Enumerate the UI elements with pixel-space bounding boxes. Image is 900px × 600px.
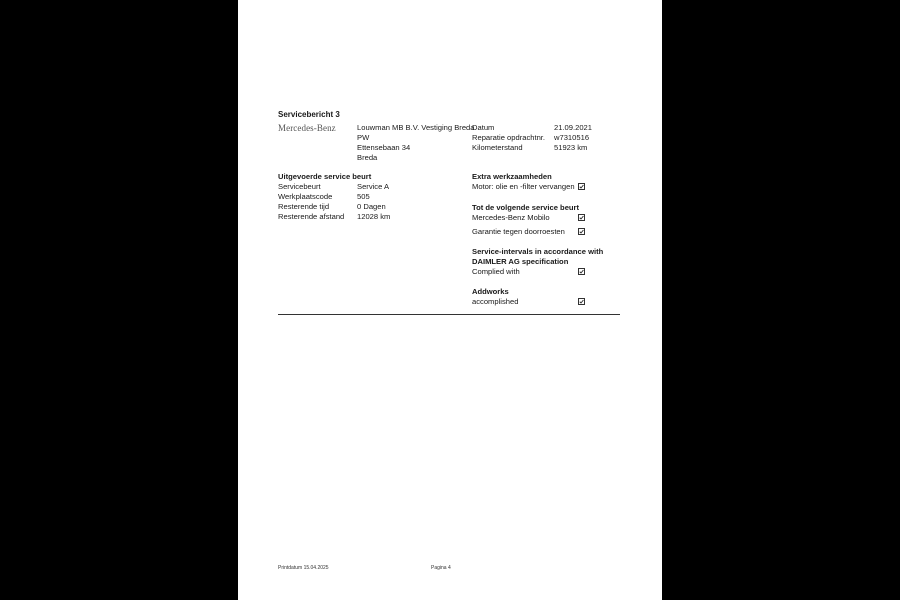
service-label: Servicebeurt bbox=[278, 182, 321, 191]
dealer-city: Breda bbox=[357, 153, 378, 162]
section-divider bbox=[278, 314, 620, 315]
footer-page-number: Pagina 4 bbox=[431, 565, 451, 571]
remaining-time-label: Resterende tijd bbox=[278, 202, 330, 211]
workshop-code-value: 505 bbox=[357, 192, 370, 201]
footer-print-date: Printdatum 15.04.2025 bbox=[278, 565, 329, 571]
service-value: Service A bbox=[357, 182, 390, 191]
remaining-distance-value: 12028 km bbox=[357, 212, 391, 221]
extra-work-heading: Extra werkzaamheden bbox=[472, 172, 552, 181]
extra-work-checkbox bbox=[578, 183, 585, 190]
addworks-item: accomplished bbox=[472, 297, 519, 306]
brand-logo-text: Mercedes-Benz bbox=[278, 123, 336, 133]
addworks-heading: Addworks bbox=[472, 287, 509, 296]
next-service-item-mobilo: Mercedes-Benz Mobilo bbox=[472, 213, 550, 222]
addworks-checkbox bbox=[578, 298, 585, 305]
extra-work-item: Motor: olie en -filter vervangen bbox=[472, 182, 575, 191]
info-label-date: Datum bbox=[472, 123, 495, 132]
intervals-item: Complied with bbox=[472, 267, 520, 276]
remaining-time-value: 0 Dagen bbox=[357, 202, 386, 211]
info-label-mileage: Kilometerstand bbox=[472, 143, 523, 152]
dealer-line: PW bbox=[357, 133, 370, 142]
intervals-heading-line2: DAIMLER AG specification bbox=[472, 257, 569, 266]
next-service-heading: Tot de volgende service beurt bbox=[472, 203, 580, 212]
info-value-mileage: 51923 km bbox=[554, 143, 588, 152]
check-icon bbox=[579, 269, 584, 274]
document-title: Servicebericht 3 bbox=[278, 110, 340, 119]
service-heading: Uitgevoerde service beurt bbox=[278, 172, 372, 181]
next-service-item-rust: Garantie tegen doorroesten bbox=[472, 227, 565, 236]
check-icon bbox=[579, 184, 584, 189]
rust-warranty-checkbox bbox=[578, 228, 585, 235]
info-value-order: w7310516 bbox=[554, 133, 590, 142]
workshop-code-label: Werkplaatscode bbox=[278, 192, 333, 201]
dealer-name: Louwman MB B.V. Vestiging Breda bbox=[357, 123, 475, 132]
check-icon bbox=[579, 299, 584, 304]
document-page bbox=[238, 0, 662, 600]
intervals-heading-line1: Service-intervals in accordance with bbox=[472, 247, 604, 256]
check-icon bbox=[579, 229, 584, 234]
check-icon bbox=[579, 215, 584, 220]
intervals-checkbox bbox=[578, 268, 585, 275]
info-label-order: Reparatie opdrachtnr. bbox=[472, 133, 546, 142]
dealer-street: Ettensebaan 34 bbox=[357, 143, 411, 152]
mobilo-checkbox bbox=[578, 214, 585, 221]
remaining-distance-label: Resterende afstand bbox=[278, 212, 345, 221]
info-value-date: 21.09.2021 bbox=[554, 123, 593, 132]
